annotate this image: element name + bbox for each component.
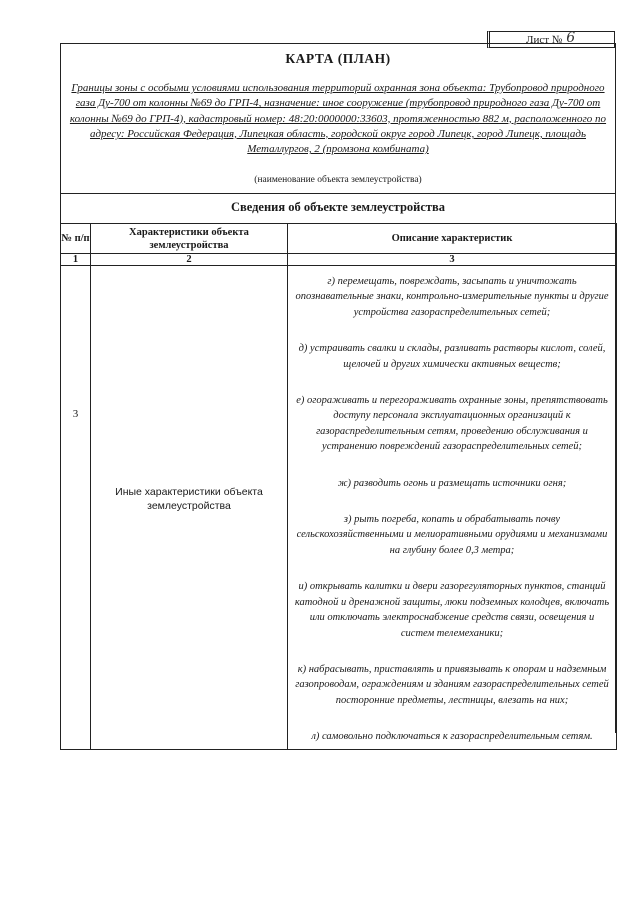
sheet-number-handwritten: 6 [566,30,576,46]
list-item: г) перемещать, повреждать, засыпать и уничтожать опознавательные знаки, контрольно-измерительные пункты и другие устройства газораспределительных сетей; [295,276,609,318]
row-characteristic: Иные характеристики объекта землеустройства [115,486,263,512]
row-number: 3 [72,408,79,420]
list-item: з) рыть погреба, копать и обрабатывать почву сельскохозяйственными и мелиоративными орудиями и механизмами на глубину более 0,3 метра; [296,514,608,556]
object-caption: (наименование объекта землеустройства) [254,175,422,185]
row-characteristic-cell [91,266,288,750]
sheet-label: Лист № [526,34,563,46]
characteristics-table [60,223,617,750]
header-description: Описание характеристик [288,224,617,254]
list-item: ж) разводить огонь и размещать источники огня; [337,477,567,489]
restrictions-list [288,266,616,749]
list-item: е) огораживать и перегораживать охранные зоны, препятствовать доступу персонала эксплуатационных организаций к газораспределительным сетям, проведению обслуживания и устранению повреждений газораспределительных сетей; [296,395,608,453]
section-title: Сведения об объекте землеустройства [230,200,446,214]
table-index-row [61,254,617,266]
index-cell-2: 2 [91,254,288,266]
header-number: № п/п [61,224,91,254]
header-characteristic: Характеристики объекта землеустройства [91,224,288,254]
index-cell-3: 3 [288,254,617,266]
index-cell-1: 1 [61,254,91,266]
table-row [61,266,617,750]
list-item: л) самовольно подключаться к газораспределительным сетям. [311,731,593,743]
list-item: к) набрасывать, приставлять и привязывать к опорам и надземным газопроводам, ограждениям и зданиям газораспределительных сетей посторонние предметы, лестницы, влезать на них; [295,663,609,706]
row-number-cell [61,266,91,750]
object-description: Границы зоны с особыми условиями использования территорий охранная зона объекта: Трубопровод природного газа Ду-700 от колонны №69 до ГРП-4, назначение: иное сооружение (трубопровод природного газа Ду-700 от колонны №69 до ГРП-4), кадастровый номер: 48:20:0000000:33603, протяженностью 882 м, расположенного по адресу: Российская Федерация, Липецкая область, городской округ город Липецк, город Липецк, площадь Металлургов, 2 (промзона комбината) [69,82,607,156]
page-title: КАРТА (ПЛАН) [285,51,391,66]
list-item: и) открывать калитки и двери газорегуляторных пунктов, станций катодной и дренажной защиты, люки подземных колодцев, включать или отключать электроснабжение средств связи, освещения и систем телемеханики; [294,581,610,639]
table-header-row [61,224,617,254]
list-item: д) устраивать свалки и склады, разливать растворы кислот, солей, щелочей и других химически активных веществ; [298,343,606,370]
section-divider [60,193,616,194]
row-description-cell [288,266,617,750]
